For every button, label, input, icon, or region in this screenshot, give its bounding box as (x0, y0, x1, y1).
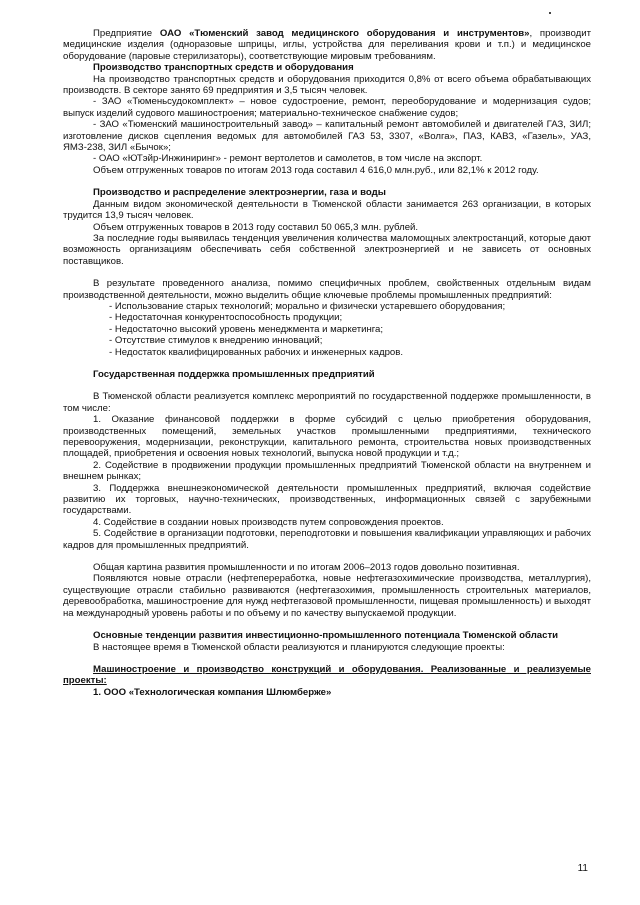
list-item: - Недостаточно высокий уровень менеджмента и маркетинга; (109, 323, 384, 335)
paragraph: Появляются новые отрасли (нефтепереработка, новые нефтегазохимические производства, металлургия), существующие отрасли стабильно развиваются (нефтегазохимия, промышленность строительных материалов, деревообработка, машиностроение для нужд нефтегазовой промышленности, пищевая промышленность) и выходят на международный уровень работы и по объему и по качеству выпускаемой продукции. (63, 573, 591, 619)
list-item: - Отсутствие стимулов к внедрению инноваций; (109, 335, 323, 347)
section-heading: Производство и распределение электроэнергии, газа и воды (93, 187, 386, 199)
list-item: - Недостаток квалифицированных рабочих и инженерных кадров. (109, 346, 404, 358)
paragraph: В Тюменской области реализуется комплекс мероприятий по государственной поддержке промышленности, в том числе: (63, 391, 591, 414)
paragraph: 1. Оказание финансовой поддержки в форме субсидий с целью приобретения оборудования, производственных помещений, земельных участков промышленными предприятиями, технического перевооружения, модернизации, реконструкции, капитального ремонта, строительства новых производственных площадей, приобретения и освоения новых технологий, выпуска новой продукции и т.д.; (63, 414, 591, 460)
paragraph: Объем отгруженных товаров по итогам 2013 года составил 4 616,0 млн.руб., или 82,1% к 2012 году. (93, 164, 539, 176)
spacer (63, 653, 591, 664)
paragraph: Объем отгруженных товаров в 2013 году составил 50 065,3 млн. рублей. (93, 221, 419, 233)
spacer (63, 619, 591, 630)
spacer (63, 380, 591, 391)
paragraph: - ЗАО «Тюменский машиностроительный завод» – капитальный ремонт автомобилей и двигателей ГАЗ, ЗИЛ; изготовление дисков сцепления ведомых для автомобилей ГАЗ 53, 3307, «Волга», ПАЗ, КАВЗ, «Газель», УАЗ, ЯМЗ-238, ЗИЛ «Бычок»; (63, 119, 591, 154)
spacer (63, 551, 591, 562)
paragraph (63, 28, 591, 62)
spacer (63, 267, 591, 278)
scan-speck (549, 12, 551, 14)
paragraph: 4. Содействие в создании новых производств путем сопровождения проектов. (93, 516, 444, 528)
company-name: ОАО «Тюменский завод медицинского оборудования и инструментов» (159, 28, 530, 39)
section-heading-underlined: Машиностроение и производство конструкций и оборудования. Реализованные и реализуемые проекты: (63, 663, 591, 687)
spacer (63, 358, 591, 369)
project-item: 1. ООО «Технологическая компания Шлюмберже» (93, 686, 332, 698)
paragraph: В настоящее время в Тюменской области реализуются и планируются следующие проекты: (93, 641, 505, 653)
paragraph: - ОАО «ЮТэйр-Инжиниринг» - ремонт вертолетов и самолетов, в том числе на экспорт. (93, 153, 483, 165)
paragraph: За последние годы выявилась тенденция увеличения количества маломощных электростанций, которые дают возможность организациям обеспечивать себя собственной электроэнергией и не зависеть от основных поставщиков. (63, 232, 591, 267)
section-heading: Государственная поддержка промышленных предприятий (93, 368, 375, 380)
list-item: - Недостаточная конкурентоспособность продукции; (109, 312, 343, 324)
paragraph-prefix: Предприятие (93, 28, 160, 39)
paragraph: 2. Содействие в продвижении продукции промышленных предприятий Тюменской области на внутреннем и внешнем рынках; (63, 459, 591, 483)
paragraph: 5. Содействие в организации подготовки, переподготовки и повышения квалификации управляющих и рабочих кадров для промышленных предприятий. (63, 528, 591, 551)
paragraph: 3. Поддержка внешнеэкономической деятельности промышленных предприятий, включая содействие развитию их торговых, научно-технических, производственных, информационных связей с зарубежными государствами. (63, 482, 591, 517)
section-heading: Основные тенденции развития инвестиционно-промышленного потенциала Тюменской области (93, 630, 559, 642)
paragraph: - ЗАО «Тюменьсудокомплект» – новое судостроение, ремонт, переоборудование и модернизация судов; выпуск изделий судового машиностроения; материально-техническое снабжение судов; (63, 96, 591, 119)
paragraph: На производство транспортных средств и оборудования приходится 0,8% от всего объема обрабатывающих производств. В секторе занято 69 предприятия и 3,5 тысяч человек. (63, 73, 591, 97)
paragraph-text: , производит медицинские изделия (одноразовые шприцы, иглы, устройства для переливания крови и т.п.) и медицинское оборудование (паровые стерилизаторы), соответствующие мировым требованиям. (63, 28, 591, 62)
spacer (63, 176, 591, 187)
paragraph: Общая картина развития промышленности и по итогам 2006–2013 годов довольно позитивная. (93, 562, 520, 574)
paragraph: Данным видом экономической деятельности в Тюменской области занимается 263 организации, в которых трудится 13,9 тысяч человек. (63, 198, 591, 222)
page-number: 11 (577, 862, 588, 874)
paragraph: В результате проведенного анализа, помимо специфичных проблем, свойственных отдельным видам производственной деятельности, можно выделить общие ключевые проблемы промышленных предприятий: (63, 278, 591, 301)
document-body (63, 28, 591, 698)
list-item: - Использование старых технологий; морально и физически устаревшего оборудования; (109, 300, 506, 312)
section-heading: Производство транспортных средств и оборудования (93, 62, 354, 74)
